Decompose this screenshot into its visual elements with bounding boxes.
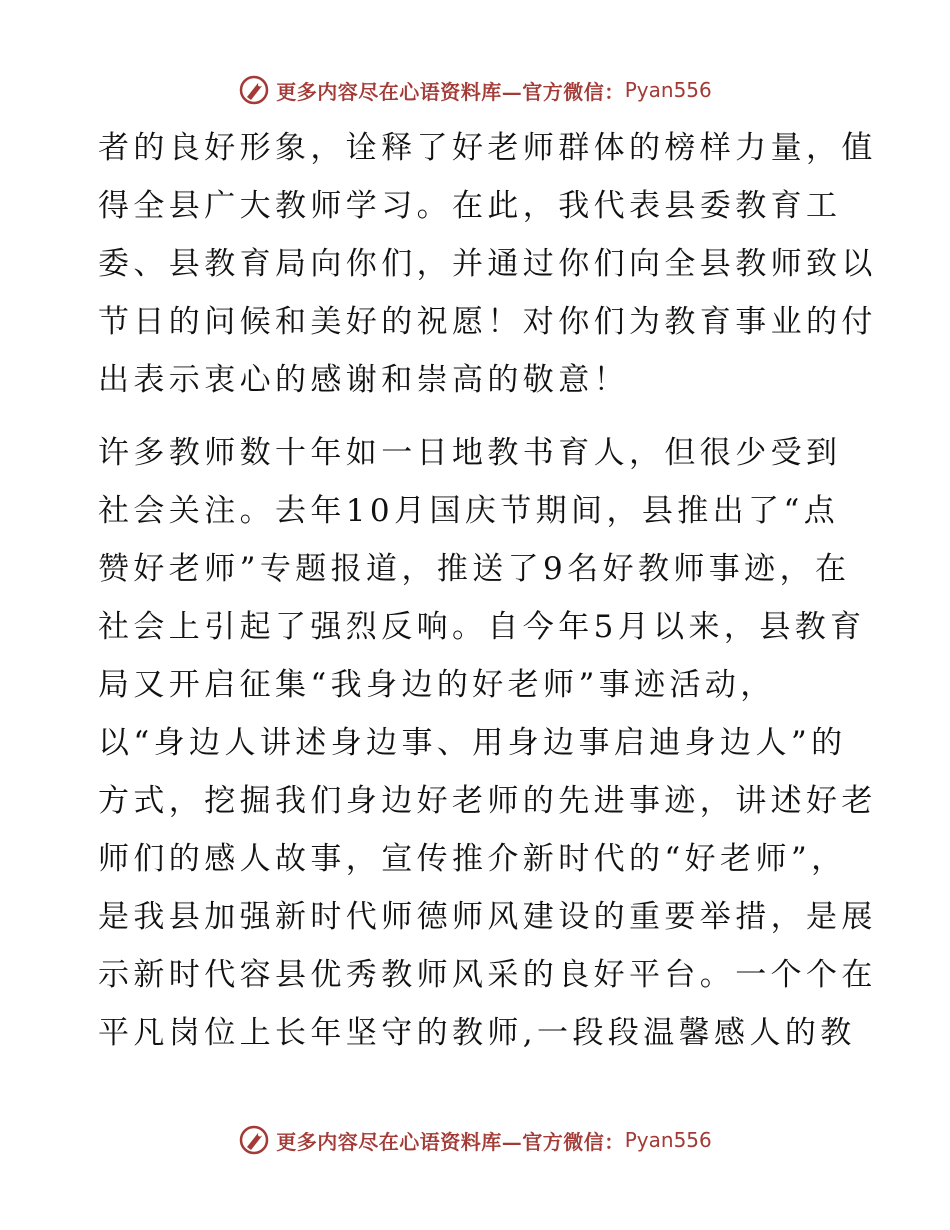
wechat-id: Pyan556 (624, 1128, 712, 1152)
text-line: 节日的问候和美好的祝愿！对你们为教育事业的付 (98, 304, 877, 340)
text-line: 局又开启征集“我身边的好老师”事迹活动， (98, 667, 776, 703)
watermark-text: 更多内容尽在心语资料库—官方微信： (276, 1129, 625, 1154)
header-watermark (0, 70, 950, 110)
text-line: 是我县加强新时代师德师风建设的重要举措，是展 (98, 899, 877, 935)
text-line: 平凡岗位上长年坚守的教师,一段段温馨感人的教 (98, 1015, 856, 1051)
text-line: 社会上引起了强烈反响。自今年5月以来，县教育 (98, 609, 866, 645)
text-line: 许多教师数十年如一日地教书育人，但很少受到 (98, 435, 842, 471)
text-line: 委、县教育局向你们，并通过你们向全县教师致以 (98, 246, 877, 282)
text-line: 以“身边人讲述身边事、用身边事启迪身边人”的 (98, 725, 847, 761)
pen-nib-logo-icon (238, 74, 270, 106)
pen-nib-logo-icon (238, 1124, 270, 1156)
text-line: 示新时代容县优秀教师风采的良好平台。一个个在 (98, 957, 877, 993)
text-line: 方式，挖掘我们身边好老师的先进事迹，讲述好老 (98, 783, 877, 819)
wechat-id: Pyan556 (624, 78, 712, 102)
text-line: 出表示衷心的感谢和崇高的敬意！ (98, 362, 629, 398)
text-line: 得全县广大教师学习。在此，我代表县委教育工 (98, 188, 842, 224)
watermark-text: 更多内容尽在心语资料库—官方微信： (276, 79, 625, 104)
text-line: 赞好老师”专题报道，推送了9名好教师事迹，在 (98, 551, 851, 587)
text-line: 者的良好形象，诠释了好老师群体的榜样力量，值 (98, 130, 877, 166)
footer-watermark (0, 1120, 950, 1160)
text-line: 社会关注。去年10月国庆节期间，县推出了“点 (98, 493, 840, 529)
text-line: 师们的感人故事，宣传推介新时代的“好老师”， (98, 841, 847, 877)
